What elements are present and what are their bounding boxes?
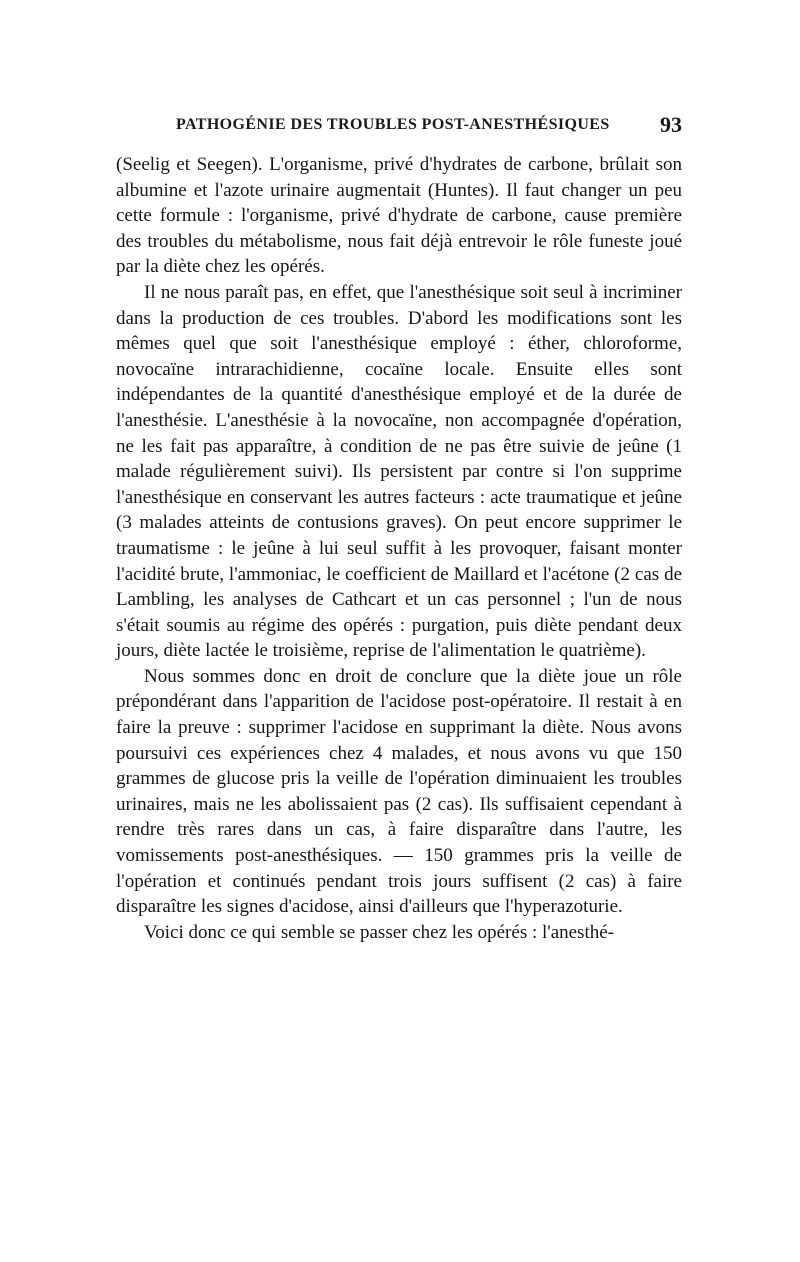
paragraph-diet-conclusion: Nous sommes donc en droit de conclure que la diète joue un rôle prépondérant dans l'apparition de l'acidose post-opératoire. Il restait à en faire la preuve : supprimer l'acidose en supprimant la diète. Nous avons poursuivi ces expériences chez 4 malades, et nous avons vu que 150 grammes de glucose pris la veille de l'opération diminuaient les troubles urinaires, mais ne les abolissaient pas (2 cas). Ils suffisaient cependant à rendre très rares dans un cas, à faire disparaître dans l'autre, les vomissements post-anesthésiques. — 150 grammes pris la veille de l'opération et continués pendant trois jours suffisent (2 cas) à faire disparaître les signes d'acidose, ainsi d'ailleurs que l'hyperazoturie.	[116, 665, 682, 918]
paragraph-final: Voici donc ce qui semble se passer chez les opérés : l'anesthé-	[144, 921, 614, 943]
paragraph-anesthetic: Il ne nous paraît pas, en effet, que l'anesthésique soit seul à incriminer dans la production de ces troubles. D'abord les modifications sont les mêmes quel que soit l'anesthésique employé : éther, chloroforme, novocaïne intrarachidienne, cocaïne locale. Ensuite elles sont indépendantes de la quantité d'anesthésique employé et de la durée de l'anesthésie. L'anesthésie à la novocaïne, non accompagnée d'opération, ne les fait pas apparaître, à condition de ne pas être suivie de jeûne (1 malade régulièrement suivi). Ils persistent par contre si l'on supprime l'anesthésique en conservant les autres facteurs : acte traumatique et jeûne (3 malades atteints de contusions graves). On peut encore supprimer le traumatisme : le jeûne à lui seul suffit à les provoquer, faisant monter l'acidité brute, l'ammoniac, le coefficient de Maillard et l'acétone (2 cas de Lambling, les analyses de Cathcart et un cas personnel ; l'un de nous s'était soumis au régime des opérés : purgation, puis diète pendant deux jours, diète lactée le troisième, reprise de l'alimentation le quatrième).	[116, 281, 682, 662]
running-head: PATHOGÉNIE DES TROUBLES POST-ANESTHÉSIQUES	[176, 116, 610, 133]
page-number: 93	[660, 112, 682, 137]
paragraph-continuation: (Seelig et Seegen). L'organisme, privé d'hydrates de carbone, brûlait son albumine et l'azote urinaire augmentait (Huntes). Il faut changer un peu cette formule : l'organisme, privé d'hydrate de carbone, cause première des troubles du métabolisme, nous fait déjà entrevoir le rôle funeste joué par la diète chez les opérés.	[116, 154, 682, 278]
body-text	[116, 152, 682, 945]
page-header	[116, 112, 682, 142]
